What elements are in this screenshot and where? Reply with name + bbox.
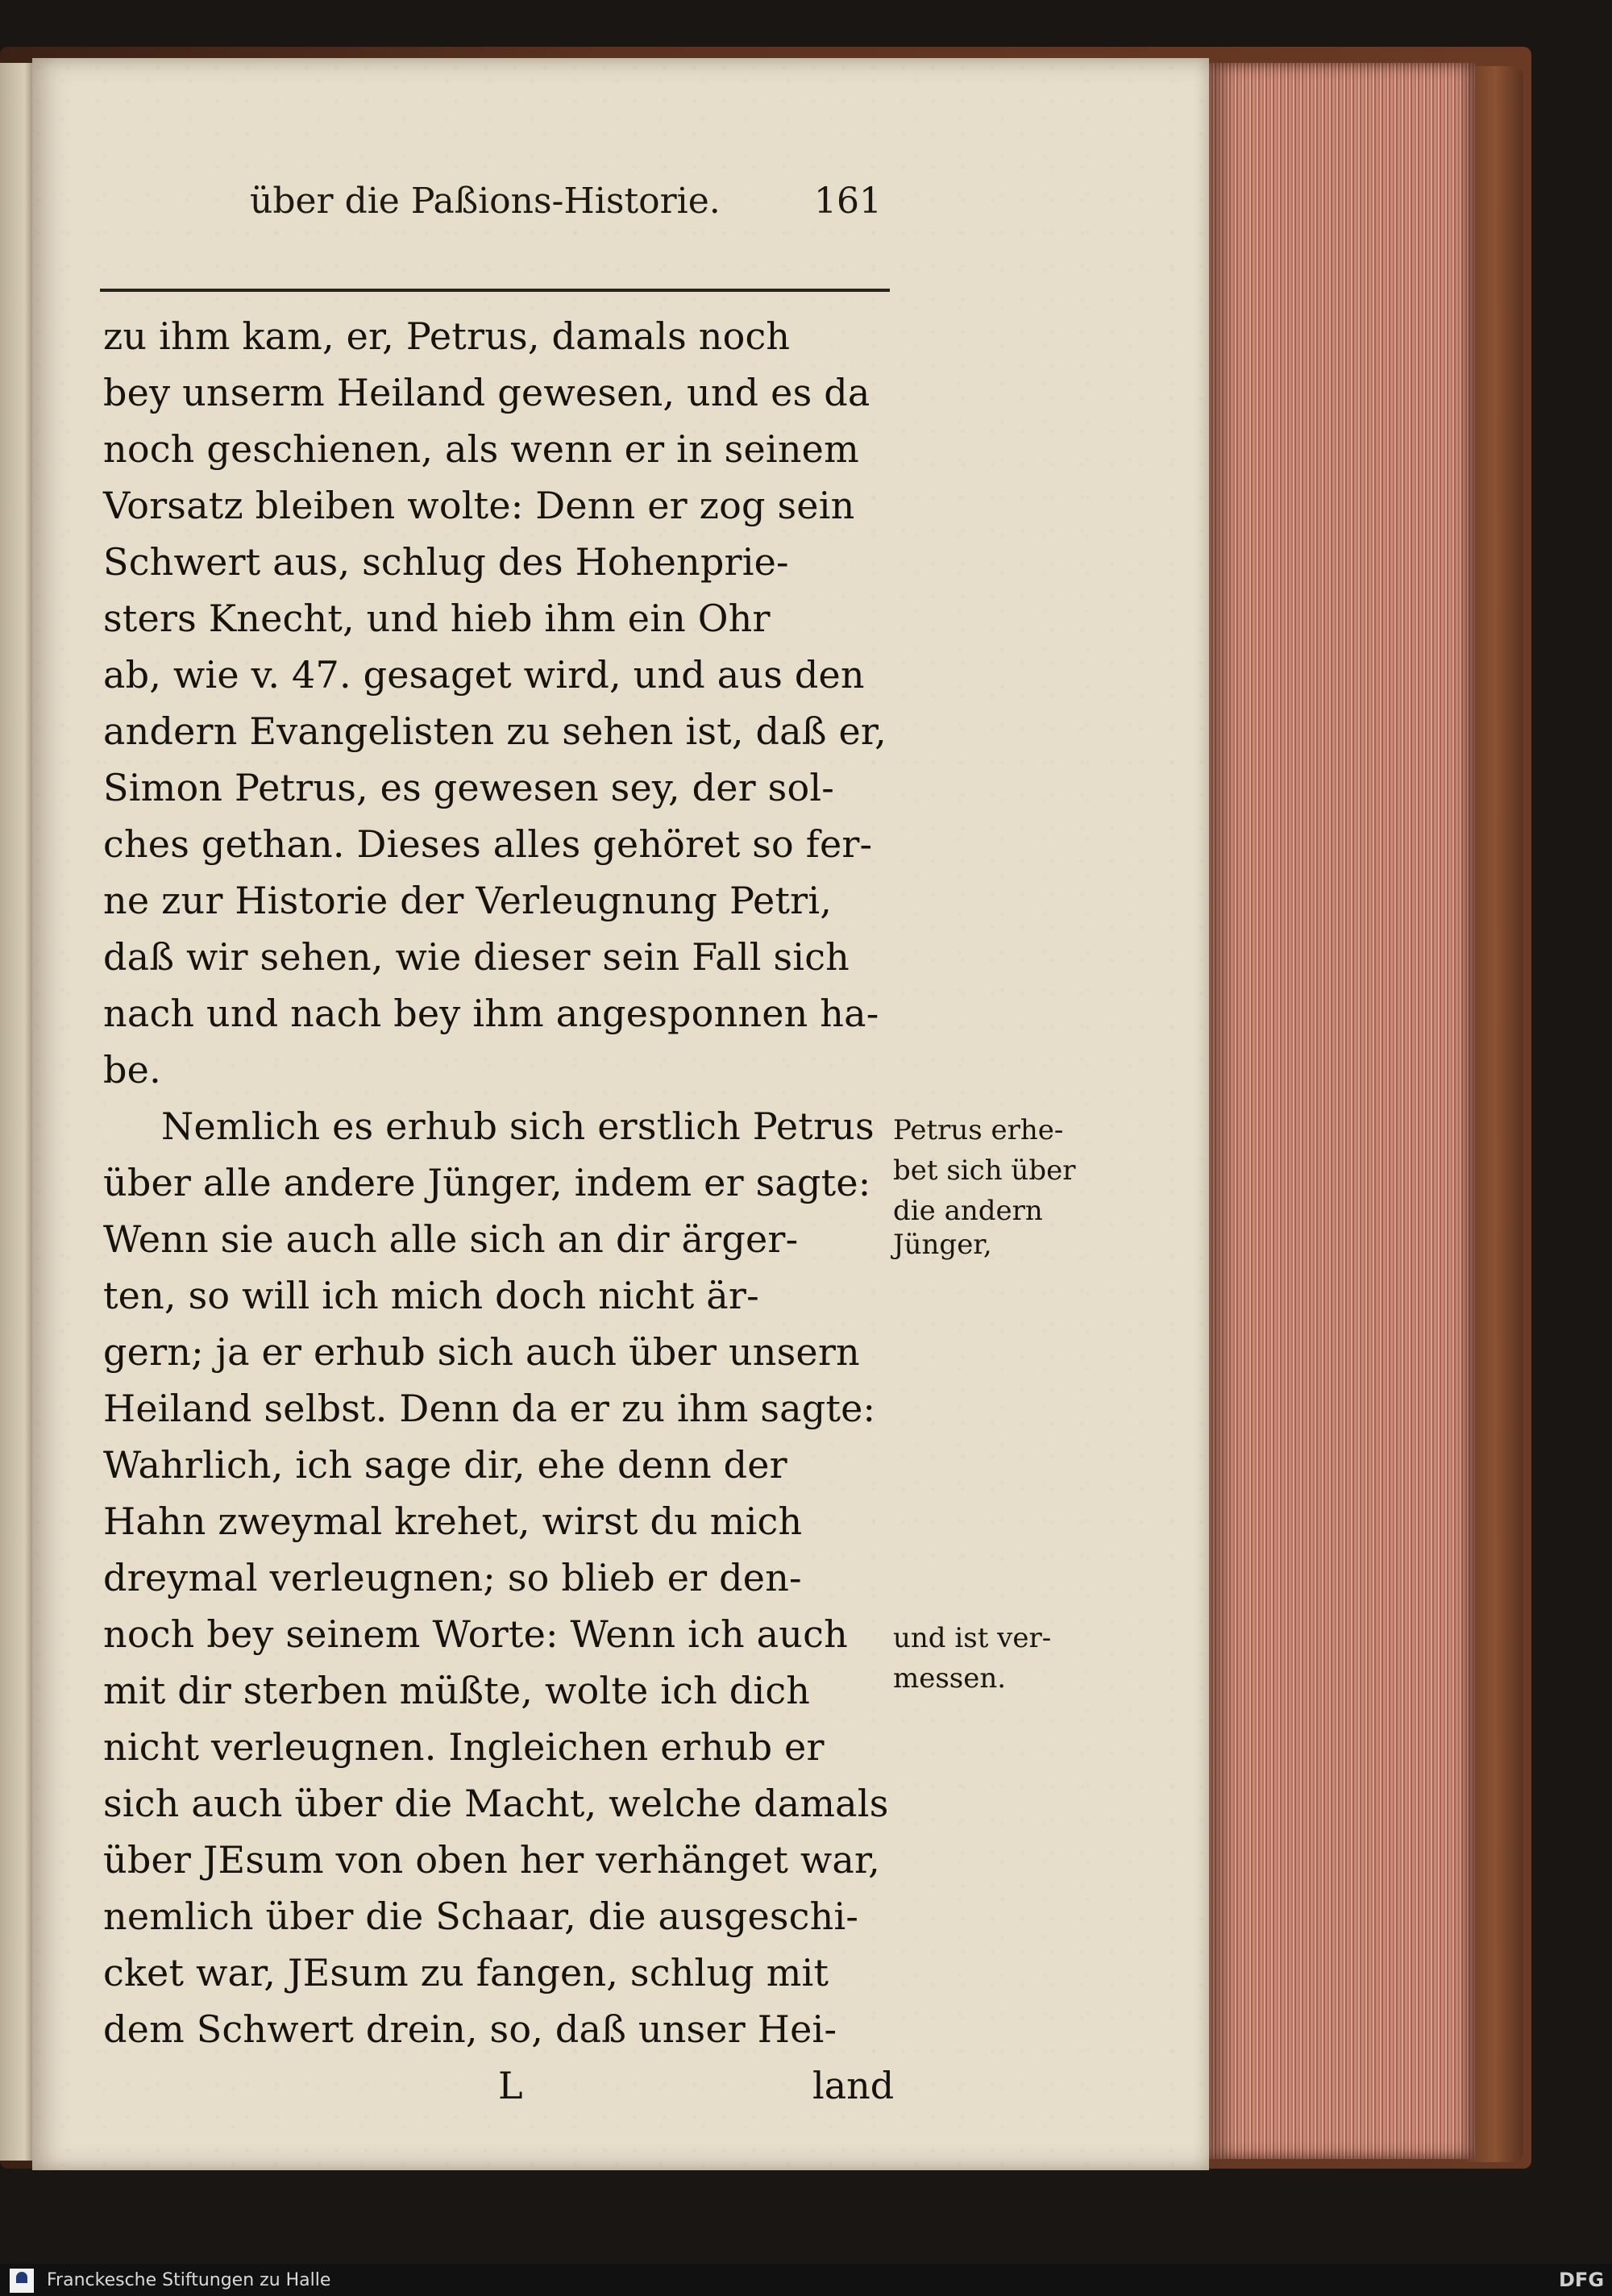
body-line: sters Knecht, und hieb ihm ein Ohr	[103, 597, 771, 640]
margin-note-line: bet sich über	[893, 1154, 1076, 1187]
printed-page	[32, 58, 1209, 2170]
body-line: dreymal verleugnen; so blieb er den-	[103, 1556, 802, 1599]
running-head	[218, 173, 911, 229]
dfg-logo: DFG	[1559, 2269, 1605, 2291]
back-board-edge	[1467, 66, 1523, 2162]
fore-edge-page-stack	[1209, 63, 1475, 2159]
body-line: gern; ja er erhub sich auch über unsern	[103, 1330, 860, 1374]
body-line: Wahrlich, ich sage dir, ehe denn der	[103, 1443, 787, 1487]
paragraph-start-line: Nemlich es erhub sich erstlich Petrus	[161, 1104, 875, 1148]
margin-note-line: messen.	[893, 1662, 1007, 1695]
body-line: be.	[103, 1048, 161, 1092]
body-line: cket war, JEsum zu fangen, schlug mit	[103, 1951, 829, 1994]
body-line: bey unserm Heiland gewesen, und es da	[103, 371, 870, 414]
body-line: noch bey seinem Worte: Wenn ich auch	[103, 1612, 848, 1656]
body-line: über alle andere Jünger, indem er sagte:	[103, 1161, 871, 1204]
body-line: sich auch über die Macht, welche damals	[103, 1782, 889, 1825]
facing-page-edge	[0, 63, 35, 2161]
body-line: ne zur Historie der Verleugnung Petri,	[103, 879, 833, 922]
margin-note-line: Petrus erhe-	[893, 1114, 1064, 1146]
body-line: ab, wie v. 47. gesaget wird, und aus den	[103, 653, 865, 697]
body-line: nach und nach bey ihm angesponnen ha-	[103, 992, 879, 1035]
running-title: über die Paßions-Historie.	[250, 181, 721, 222]
body-line: Vorsatz bleiben wolte: Denn er zog sein	[103, 484, 855, 527]
body-line: ches gethan. Dieses alles gehöret so fer-	[103, 822, 873, 866]
head-rule	[100, 289, 890, 292]
signature-mark: L	[498, 2064, 523, 2107]
body-line: daß wir sehen, wie dieser sein Fall sich	[103, 935, 850, 979]
body-line: über JEsum von oben her verhänget war,	[103, 1838, 881, 1882]
margin-note-line: die andern	[893, 1195, 1043, 1227]
body-line: noch geschienen, als wenn er in seinem	[103, 427, 859, 471]
body-line: Schwert aus, schlug des Hohenprie-	[103, 540, 789, 584]
viewer-footer	[0, 2264, 1612, 2296]
body-line: dem Schwert drein, so, daß unser Hei-	[103, 2007, 837, 2051]
body-line: zu ihm kam, er, Petrus, damals noch	[103, 314, 791, 358]
margin-note-line: und ist ver-	[893, 1622, 1052, 1654]
margin-note-line: Jünger,	[893, 1229, 992, 1261]
footer-credit: Franckesche Stiftungen zu Halle	[47, 2270, 331, 2290]
body-line: Heiland selbst. Denn da er zu ihm sagte:	[103, 1387, 876, 1430]
body-line: Simon Petrus, es gewesen sey, der sol-	[103, 766, 835, 809]
body-line: mit dir sterben müßte, wolte ich dich	[103, 1669, 811, 1712]
institution-logo-icon	[10, 2269, 34, 2293]
body-line: Wenn sie auch alle sich an dir ärger-	[103, 1217, 799, 1261]
body-line: Hahn zweymal krehet, wirst du mich	[103, 1499, 803, 1543]
catchword: land	[812, 2064, 895, 2107]
body-line: andern Evangelisten zu sehen ist, daß er,	[103, 709, 887, 753]
page-number: 161	[814, 181, 882, 222]
page-footer-line	[103, 2064, 895, 2115]
body-line: nemlich über die Schaar, die ausgeschi-	[103, 1895, 859, 1938]
body-line: nicht verleugnen. Ingleichen erhub er	[103, 1725, 825, 1769]
body-line: ten, so will ich mich doch nicht är-	[103, 1274, 759, 1317]
